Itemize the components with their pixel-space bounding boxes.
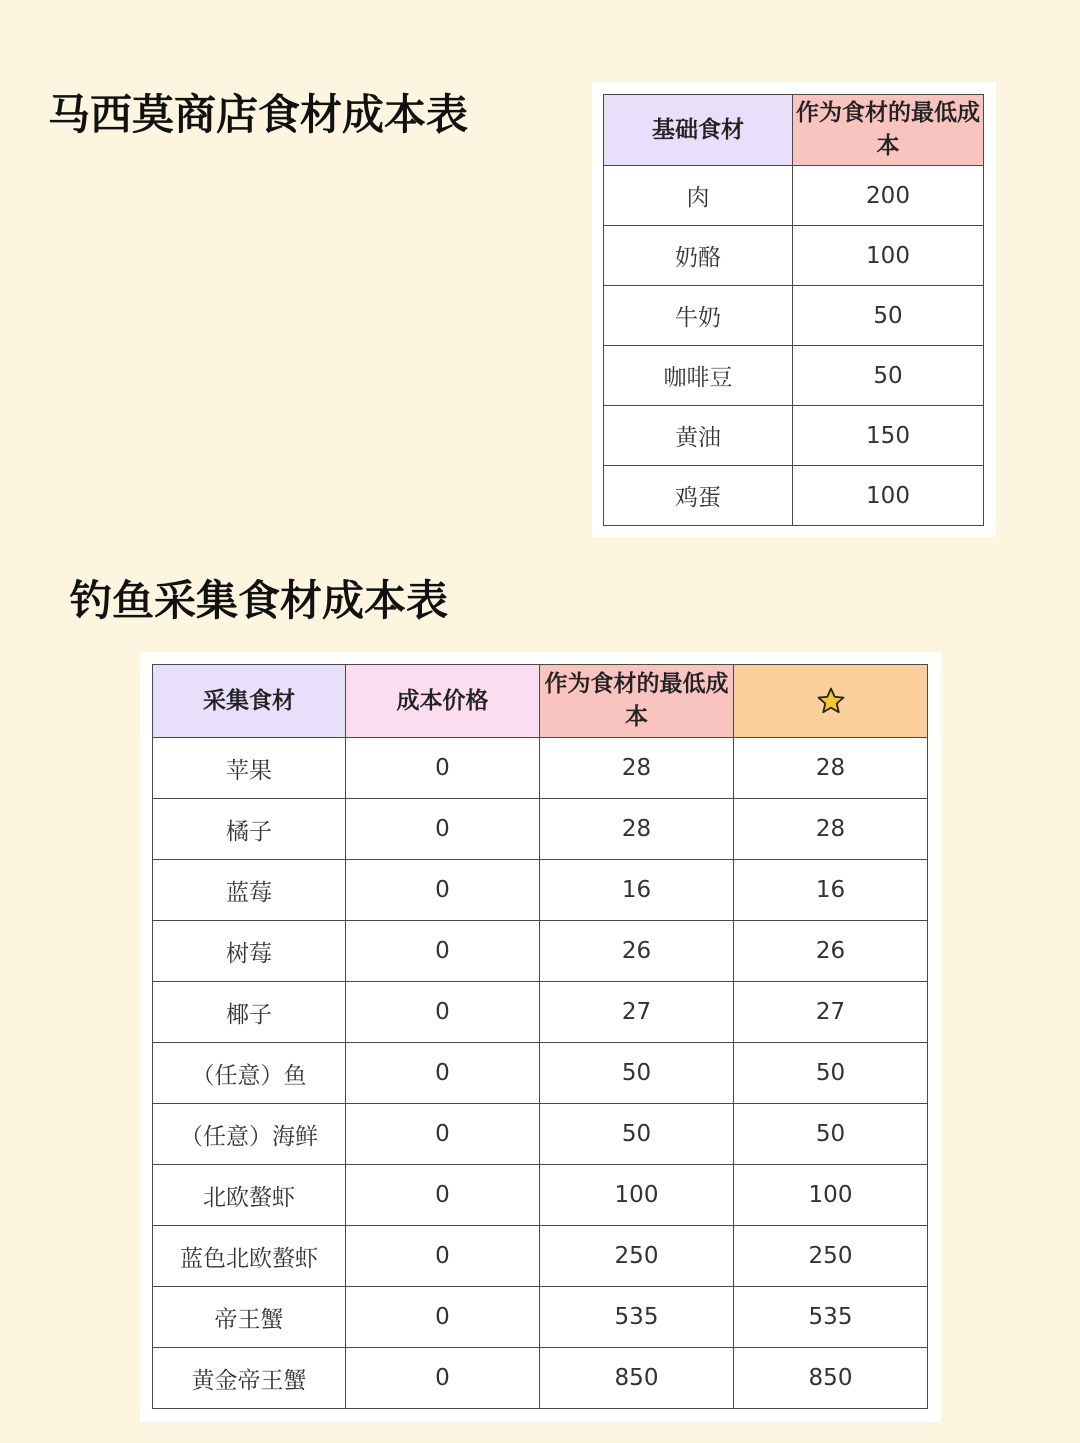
star-cost-value: 50 — [734, 1043, 928, 1104]
ingredient-name: 黄金帝王蟹 — [153, 1348, 346, 1409]
column-header-star — [734, 665, 928, 738]
shop-cost-table-card — [592, 82, 996, 537]
cost-price-value: 0 — [346, 1165, 540, 1226]
ingredient-name: 北欧螯虾 — [153, 1165, 346, 1226]
min-cost-value: 100 — [793, 226, 984, 286]
shop-cost-table — [603, 94, 984, 526]
table-row — [604, 226, 984, 286]
cost-price-value: 0 — [346, 1043, 540, 1104]
gathering-cost-table-card — [140, 652, 941, 1422]
star-cost-value: 28 — [734, 799, 928, 860]
ingredient-name: （任意）海鲜 — [153, 1104, 346, 1165]
table-row — [153, 921, 928, 982]
star-icon — [816, 686, 846, 716]
table-header-row — [604, 95, 984, 166]
min-cost-value: 50 — [540, 1043, 734, 1104]
cost-price-value: 0 — [346, 1287, 540, 1348]
min-cost-value: 535 — [540, 1287, 734, 1348]
table-row — [604, 346, 984, 406]
star-cost-value: 26 — [734, 921, 928, 982]
table-row — [153, 1348, 928, 1409]
column-header-min-cost: 作为食材的最低成本 — [540, 665, 734, 738]
gathering-cost-table-title: 钓鱼采集食材成本表 — [70, 576, 449, 625]
cost-price-value: 0 — [346, 738, 540, 799]
cost-price-value: 0 — [346, 1104, 540, 1165]
table-row — [153, 1043, 928, 1104]
ingredient-name: 鸡蛋 — [604, 466, 793, 526]
star-cost-value: 535 — [734, 1287, 928, 1348]
ingredient-name: 橘子 — [153, 799, 346, 860]
ingredient-name: 椰子 — [153, 982, 346, 1043]
table-row — [153, 982, 928, 1043]
column-header-min-cost: 作为食材的最低成本 — [793, 95, 984, 166]
star-cost-value: 28 — [734, 738, 928, 799]
star-cost-value: 100 — [734, 1165, 928, 1226]
min-cost-value: 27 — [540, 982, 734, 1043]
ingredient-name: 肉 — [604, 166, 793, 226]
table-row — [153, 1287, 928, 1348]
gathering-cost-table — [152, 664, 928, 1409]
ingredient-name: 咖啡豆 — [604, 346, 793, 406]
min-cost-value: 50 — [793, 286, 984, 346]
star-cost-value: 50 — [734, 1104, 928, 1165]
min-cost-value: 100 — [540, 1165, 734, 1226]
ingredient-name: 树莓 — [153, 921, 346, 982]
ingredient-name: 蓝色北欧螯虾 — [153, 1226, 346, 1287]
column-header-gathered-ingredient: 采集食材 — [153, 665, 346, 738]
table-row — [153, 1104, 928, 1165]
table-header-row — [153, 665, 928, 738]
ingredient-name: 蓝莓 — [153, 860, 346, 921]
ingredient-name: 苹果 — [153, 738, 346, 799]
cost-price-value: 0 — [346, 1348, 540, 1409]
table-row — [153, 799, 928, 860]
star-cost-value: 850 — [734, 1348, 928, 1409]
min-cost-value: 16 — [540, 860, 734, 921]
ingredient-name: 黄油 — [604, 406, 793, 466]
table-row — [153, 860, 928, 921]
cost-price-value: 0 — [346, 860, 540, 921]
star-cost-value: 27 — [734, 982, 928, 1043]
table-row — [153, 1165, 928, 1226]
min-cost-value: 200 — [793, 166, 984, 226]
cost-price-value: 0 — [346, 921, 540, 982]
table-row — [604, 166, 984, 226]
table-row — [604, 466, 984, 526]
table-row — [604, 406, 984, 466]
ingredient-name: 奶酪 — [604, 226, 793, 286]
ingredient-name: 牛奶 — [604, 286, 793, 346]
shop-cost-table-title: 马西莫商店食材成本表 — [48, 90, 469, 139]
min-cost-value: 250 — [540, 1226, 734, 1287]
ingredient-name: 帝王蟹 — [153, 1287, 346, 1348]
table-row — [153, 1226, 928, 1287]
ingredient-name: （任意）鱼 — [153, 1043, 346, 1104]
min-cost-value: 850 — [540, 1348, 734, 1409]
min-cost-value: 150 — [793, 406, 984, 466]
table-row — [604, 286, 984, 346]
min-cost-value: 28 — [540, 799, 734, 860]
cost-price-value: 0 — [346, 982, 540, 1043]
min-cost-value: 50 — [540, 1104, 734, 1165]
column-header-cost-price: 成本价格 — [346, 665, 540, 738]
min-cost-value: 28 — [540, 738, 734, 799]
min-cost-value: 100 — [793, 466, 984, 526]
column-header-basic-ingredient: 基础食材 — [604, 95, 793, 166]
cost-price-value: 0 — [346, 799, 540, 860]
min-cost-value: 26 — [540, 921, 734, 982]
min-cost-value: 50 — [793, 346, 984, 406]
table-row — [153, 738, 928, 799]
cost-price-value: 0 — [346, 1226, 540, 1287]
star-cost-value: 250 — [734, 1226, 928, 1287]
star-cost-value: 16 — [734, 860, 928, 921]
